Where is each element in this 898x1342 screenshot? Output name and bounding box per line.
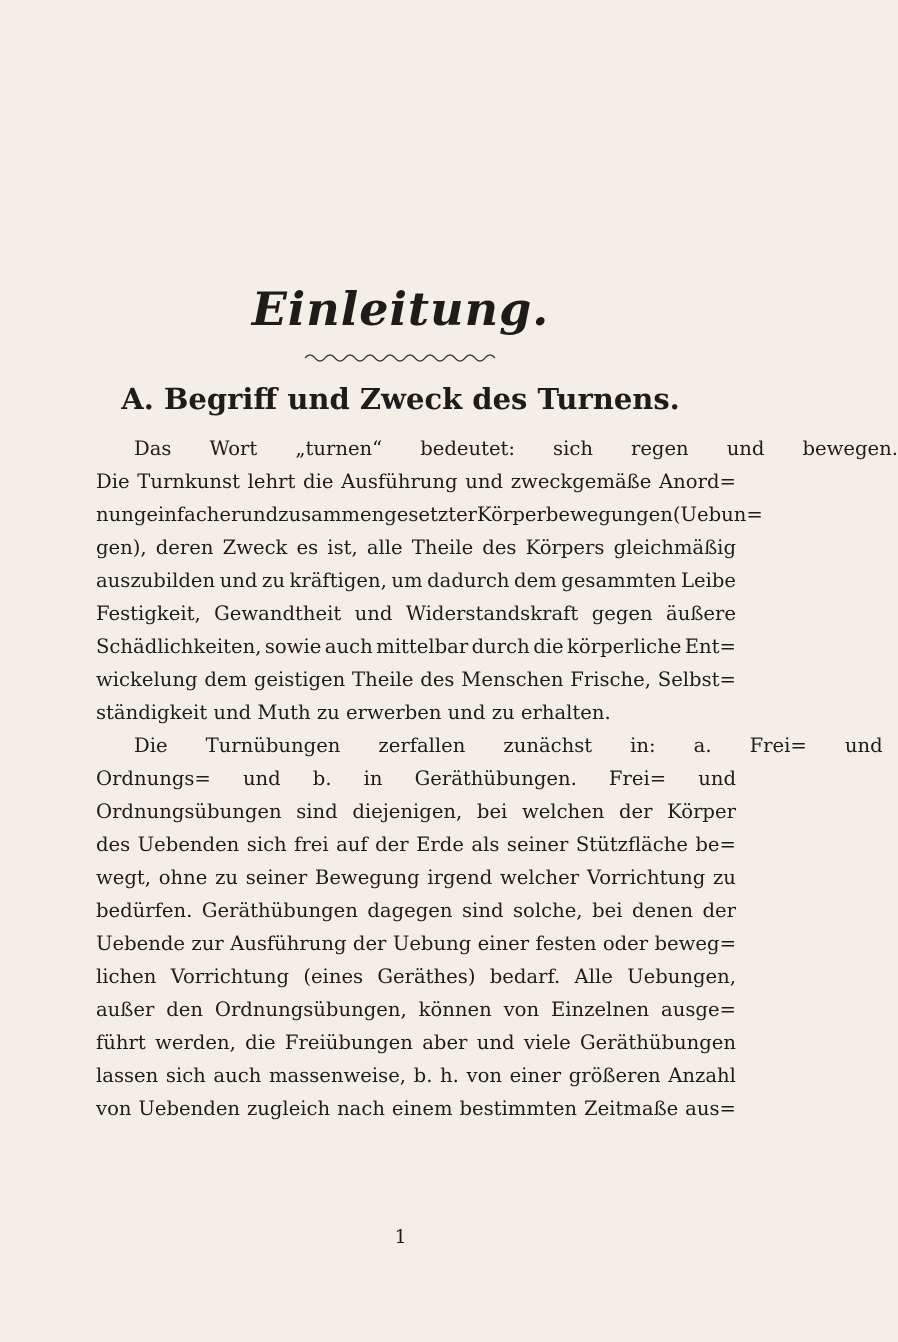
- text-line: außer den Ordnungsübungen, können von Einzelnen ausge=: [96, 998, 736, 1021]
- text-line: Uebende zur Ausführung der Uebung einer festen oder beweg=: [96, 932, 736, 955]
- page-number: 1: [394, 1226, 407, 1248]
- text-line: ständigkeit und Muth zu erwerben und zu erhalten.: [96, 701, 611, 724]
- text-line: Das Wort „turnen“ bedeutet: sich regen und bewegen.: [134, 437, 898, 460]
- text-line: lassen sich auch massenweise, b. h. von einer größeren Anzahl: [96, 1064, 736, 1087]
- text-line: bedürfen. Geräthübungen dagegen sind solche, bei denen der: [96, 899, 736, 922]
- text-line: gen), deren Zweck es ist, alle Theile des Körpers gleichmäßig: [96, 536, 736, 559]
- text-line: wegt, ohne zu seiner Bewegung irgend welcher Vorrichtung zu: [96, 866, 736, 889]
- text-line: des Uebenden sich frei auf der Erde als seiner Stützfläche be=: [96, 833, 736, 856]
- chapter-title: Einleitung.: [251, 282, 550, 336]
- text-line: Festigkeit, Gewandtheit und Widerstandskraft gegen äußere: [96, 602, 736, 625]
- text-line: führt werden, die Freiübungen aber und viele Geräthübungen: [96, 1031, 736, 1054]
- text-line: von Uebenden zugleich nach einem bestimmten Zeitmaße aus=: [96, 1097, 736, 1120]
- text-line: Die Turnübungen zerfallen zunächst in: a. Frei= und: [134, 734, 883, 757]
- section-heading: A. Begriff und Zweck des Turnens.: [121, 382, 680, 416]
- text-line: nung einfacher und zusammengesetzter Körperbewegungen (Uebun=: [96, 503, 763, 526]
- text-line: Ordnungsübungen sind diejenigen, bei welchen der Körper: [96, 800, 736, 823]
- text-line: Ordnungs= und b. in Geräthübungen. Frei= und: [96, 767, 736, 790]
- body-text: [96, 432, 898, 1125]
- text-line: Die Turnkunst lehrt die Ausführung und zweckgemäße Anord=: [96, 470, 736, 493]
- text-line: auszubilden und zu kräftigen, um dadurch dem gesammten Leibe: [96, 569, 736, 592]
- text-line: Schädlichkeiten, sowie auch mittelbar durch die körperliche Ent=: [96, 635, 736, 658]
- text-line: lichen Vorrichtung (eines Geräthes) bedarf. Alle Uebungen,: [96, 965, 736, 988]
- ornament-divider: [305, 352, 495, 364]
- text-line: wickelung dem geistigen Theile des Menschen Frische, Selbst=: [96, 668, 736, 691]
